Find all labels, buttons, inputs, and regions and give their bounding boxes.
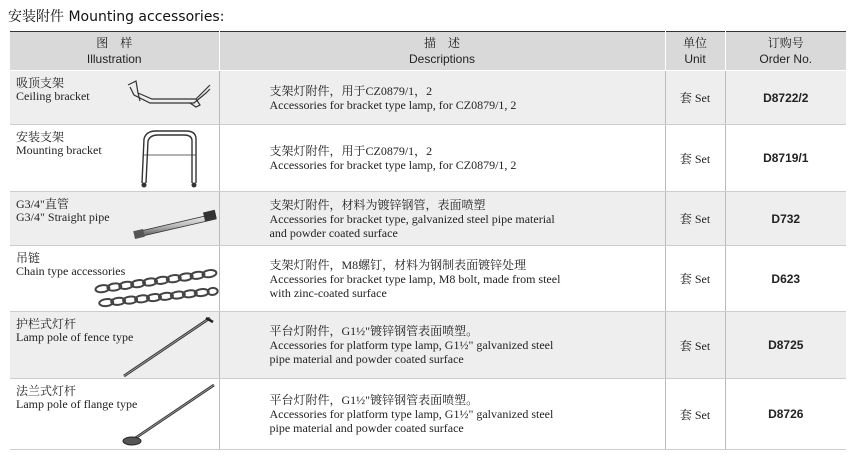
desc-line-1: 平台灯附件，G1½"镀锌钢管表面喷塑。 xyxy=(269,393,479,407)
table-row xyxy=(10,125,846,192)
description-cell xyxy=(219,379,665,450)
header-unit-en: Unit xyxy=(684,52,706,66)
row-label xyxy=(16,318,133,344)
description-cell xyxy=(219,192,665,246)
unit-cell: 套 Set xyxy=(665,312,725,379)
row-name-cn: 吊链 xyxy=(16,251,41,265)
table-header-row xyxy=(10,32,846,71)
illustration-cell xyxy=(10,246,219,312)
unit-cell: 套 Set xyxy=(665,246,725,312)
row-name-en: Lamp pole of flange type xyxy=(16,397,138,411)
row-label xyxy=(16,385,137,411)
desc-line-3: pipe material and powder coated surface xyxy=(269,352,464,366)
order-number: D8726 xyxy=(725,379,846,450)
desc-line-2: Accessories for bracket type lamp, M8 bolt, made from steel xyxy=(269,271,561,286)
table-row xyxy=(10,379,846,450)
order-number: D623 xyxy=(725,246,846,312)
header-order-en: Order No. xyxy=(759,52,813,66)
order-number: D8725 xyxy=(725,312,846,379)
accessories-table xyxy=(10,31,846,450)
header-desc-en: Descriptions xyxy=(408,52,476,66)
row-name-cn: G3/4"直管 xyxy=(16,197,69,211)
description-cell xyxy=(219,71,665,125)
header-illustration xyxy=(10,32,219,71)
desc-line-2: Accessories for bracket type lamp, for CZ0879/1, 2 xyxy=(269,97,517,112)
desc-line-2: Accessories for platform type lamp, G1½" galvanized steel xyxy=(269,407,554,421)
page-title: 安装附件 Mounting accessories: xyxy=(8,9,225,25)
illustration-cell xyxy=(10,71,219,125)
description-cell xyxy=(219,312,665,379)
header-unit-cn: 单位 xyxy=(682,36,707,50)
header-descriptions xyxy=(219,32,665,71)
desc-line-1: 支架灯附件，用于CZ0879/1，2 xyxy=(269,83,433,98)
description-cell xyxy=(219,246,665,312)
table-row xyxy=(10,192,846,246)
desc-line-1: 支架灯附件，材料为镀锌钢管，表面喷塑 xyxy=(269,197,486,212)
header-illustration-en: Illustration xyxy=(86,52,142,66)
header-illustration-cn: 图 样 xyxy=(96,36,133,50)
description-cell xyxy=(219,125,665,192)
row-name-en: Lamp pole of fence type xyxy=(16,330,134,344)
row-name-cn: 护栏式灯杆 xyxy=(16,317,77,331)
desc-line-2: Accessories for bracket type lamp, for CZ0879/1, 2 xyxy=(269,158,517,172)
row-name-cn: 法兰式灯杆 xyxy=(16,384,77,398)
desc-line-3: pipe material and powder coated surface xyxy=(269,421,464,435)
illustration-cell xyxy=(10,125,219,192)
desc-line-2: Accessories for platform type lamp, G1½" galvanized steel xyxy=(269,338,554,352)
row-label xyxy=(16,198,110,224)
unit-cell: 套 Set xyxy=(665,71,725,125)
unit-cell: 套 Set xyxy=(665,192,725,246)
order-number: D732 xyxy=(725,192,846,246)
illustration-cell xyxy=(10,379,219,450)
desc-line-1: 支架灯附件，用于CZ0879/1，2 xyxy=(269,144,433,158)
desc-line-1: 支架灯附件，M8螺钉，材料为钢制表面镀锌处理 xyxy=(269,257,527,272)
table-row xyxy=(10,312,846,379)
row-name-cn: 安装支架 xyxy=(16,130,65,144)
row-label xyxy=(16,77,90,103)
header-desc-cn: 描 述 xyxy=(423,36,460,50)
table-row xyxy=(10,71,846,125)
row-name-en: Chain type accessories xyxy=(16,264,126,278)
row-name-en: G3/4" Straight pipe xyxy=(16,210,110,224)
row-label xyxy=(16,252,125,278)
row-name-en: Ceiling bracket xyxy=(16,89,90,103)
order-number: D8722/2 xyxy=(725,71,846,125)
desc-line-2: Accessories for bracket type, galvanized steel pipe material xyxy=(269,211,555,226)
order-number: D8719/1 xyxy=(725,125,846,192)
unit-cell: 套 Set xyxy=(665,125,725,192)
desc-line-3: and powder coated surface xyxy=(269,225,398,240)
illustration-cell xyxy=(10,192,219,246)
header-order-cn: 订购号 xyxy=(767,36,804,50)
desc-line-1: 平台灯附件，G1½"镀锌钢管表面喷塑。 xyxy=(269,324,479,338)
header-unit xyxy=(665,32,725,71)
row-name-cn: 吸顶支架 xyxy=(16,76,65,90)
table-row xyxy=(10,246,846,312)
row-label xyxy=(16,131,102,157)
desc-line-3: with zinc-coated surface xyxy=(269,285,387,300)
unit-cell: 套 Set xyxy=(665,379,725,450)
illustration-cell xyxy=(10,312,219,379)
header-order-no xyxy=(725,32,846,71)
row-name-en: Mounting bracket xyxy=(16,143,102,157)
